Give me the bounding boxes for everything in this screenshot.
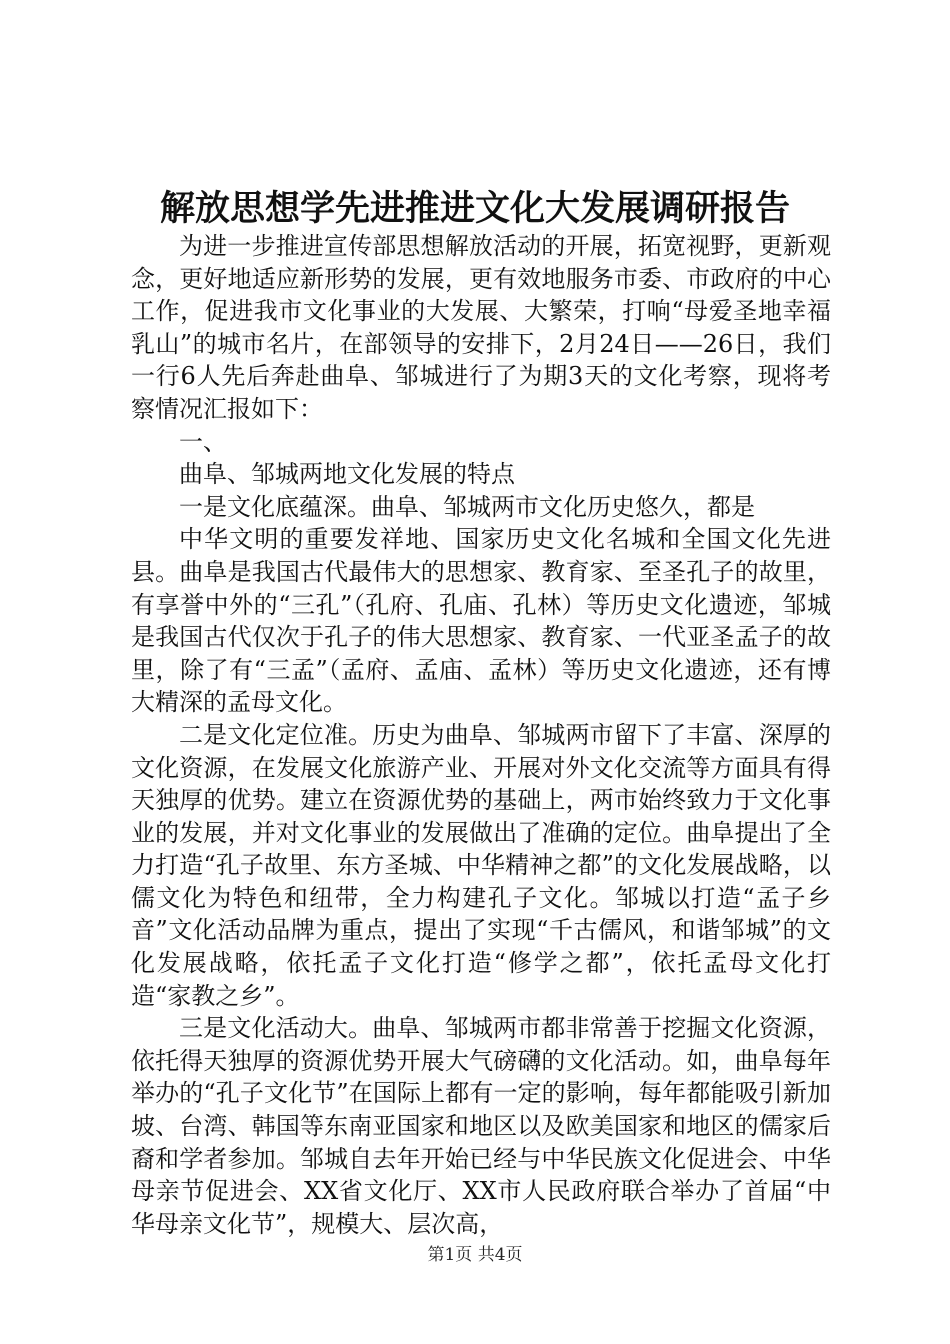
paragraph-intro: 为进一步推进宣传部思想解放活动的开展，拓宽视野，更新观念，更好地适应新形势的发展，更有效地服务市委、市政府的中心工作，促进我市文化事业的大发展、大繁荣，打响“母爱圣地幸福乳山”的城市名片，在部领导的安排下，2月24日——26日，我们一行6人先后奔赴曲阜、邹城进行了为期3天的文化考察，现将考察情况汇报如下：	[131, 232, 831, 423]
paragraph-point-three: 三是文化活动大。曲阜、邹城两市都非常善于挖掘文化资源，依托得天独厚的资源优势开展大气磅礴的文化活动。如，曲阜每年举办的“孔子文化节”在国际上都有一定的影响，每年都能吸引新加坡、台湾、韩国等东南亚国家和地区以及欧美国家和地区的儒家后裔和学者参加。邹城自去年开始已经与中华民族文化促进会、中华母亲节促进会、XX省文化厅、XX市人民政府联合举办了首届“中华母亲文化节”，规模大、层次高，	[131, 1014, 831, 1238]
document-title: 解放思想学先进推进文化大发展调研报告	[159, 188, 790, 229]
paragraph-point-one-body: 中华文明的重要发祥地、国家历史文化名城和全国文化先进县。曲阜是我国古代最伟大的思想家、教育家、至圣孔子的故里，有享誉中外的“三孔”（孔府、孔庙、孔林）等历史文化遗迹，邹城是我国古代仅次于孔子的伟大思想家、教育家、一代亚圣孟子的故里，除了有“三孟”（孟府、孟庙、孟林）等历史文化遗迹，还有博大精深的孟母文化。	[131, 525, 831, 717]
document-body	[131, 230, 831, 1240]
paragraph-point-two: 二是文化定位准。历史为曲阜、邹城两市留下了丰富、深厚的文化资源，在发展文化旅游产业、开展对外文化交流等方面具有得天独厚的优势。建立在资源优势的基础上，两市始终致力于文化事业的发展，并对文化事业的发展做出了准确的定位。曲阜提出了全力打造“孔子故里、东方圣城、中华精神之都”的文化发展战略，以儒文化为特色和纽带，全力构建孔子文化。邹城以打造“孟子乡音”文化活动品牌为重点，提出了实现“千古儒风，和谐邹城”的文化发展战略，依托孟子文化打造“修学之都”，依托孟母文化打造“家教之乡”。	[131, 720, 831, 1010]
section-number: 一、	[179, 427, 227, 456]
page-footer: 第1页 共4页	[427, 1245, 523, 1265]
paragraph-point-one-lead: 一是文化底蕴深。曲阜、邹城两市文化历史悠久，都是	[179, 492, 755, 521]
section-heading: 曲阜、邹城两地文化发展的特点	[179, 460, 515, 489]
